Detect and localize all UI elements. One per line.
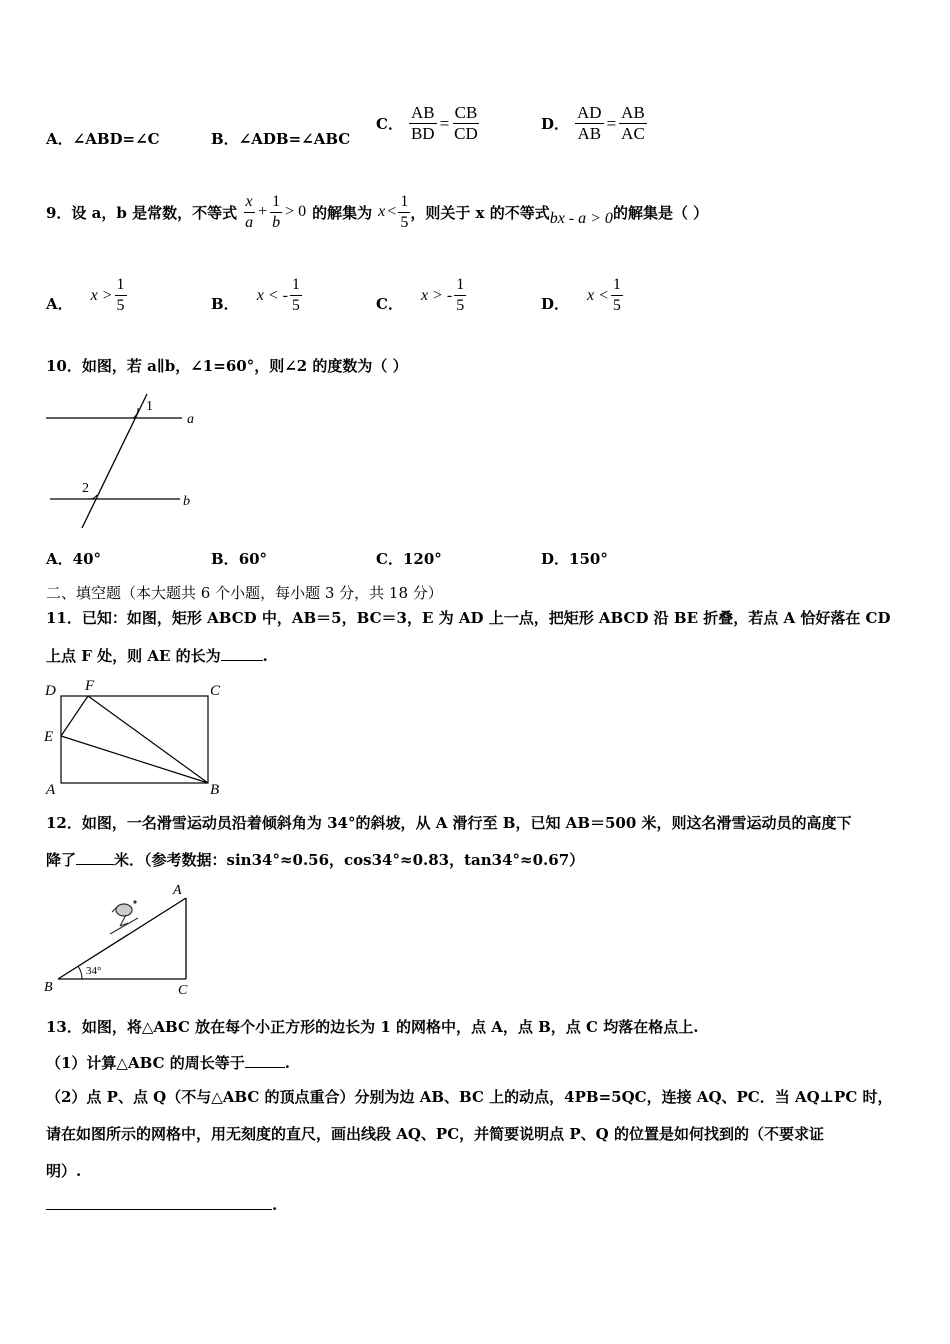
q9-option-b: B． x < - $\frac{1}{5}$ [211, 276, 300, 314]
q9-option-fraction: $\frac{1}{5}$ [456, 276, 465, 314]
q9-option-c: C． x > - $\frac{1}{5}$ [376, 276, 465, 314]
q9-inequality-1: $\frac{x}{a}$ + $\frac{1}{b}$ > 0 [245, 192, 307, 231]
q10-figure [40, 388, 200, 533]
label-B: B [210, 782, 220, 798]
q10-option-c: C．120° [376, 550, 442, 568]
q12-line-2: 降了 米．（参考数据：sin34°≈0.56，cos34°≈0.83，tan34°≈0.67） [46, 851, 585, 869]
q8-c-fraction-2: $\frac{CB}{CD}$ [454, 103, 478, 143]
q11-line-1: 11．已知：如图，矩形 ABCD 中，AB＝5，BC＝3，E 为 AD 上一点，把矩形 ABCD 沿 BE 折叠，若点 A 恰好落在 CD [46, 609, 891, 627]
q13-answer-line: . [46, 1195, 277, 1214]
skier-icon [110, 901, 138, 934]
q9-option-fraction: $\frac{1}{5}$ [291, 276, 300, 314]
q9-option-fraction: $\frac{1}{5}$ [612, 276, 621, 314]
q8-option-a: A．∠ABD=∠C [46, 130, 160, 148]
fold-line-be [61, 736, 208, 783]
q13-part-2-line-3: 明）. [46, 1162, 82, 1180]
q13-part-2-line-2: 请在如图所示的网格中，用无刻度的直尺，画出线段 AQ、PC，并简要说明点 P、Q 的位置是如何找到的（不要求证 [46, 1125, 824, 1143]
q8-c-fraction-1: $\frac{AB}{BD}$ [410, 103, 435, 143]
rectangle-abcd [61, 696, 208, 783]
angle-1-arc [133, 408, 138, 418]
angle-arc [78, 966, 82, 979]
label-A: A [46, 782, 56, 798]
q9-option-fraction: $\frac{1}{5}$ [116, 276, 125, 314]
q13-part-1: （1）计算△ABC 的周长等于 . [46, 1054, 290, 1072]
q8-option-b: B．∠ADB=∠ABC [211, 130, 351, 148]
q13-stem: 13．如图，将△ABC 放在每个小正方形的边长为 1 的网格中，点 A，点 B，点 C 均落在格点上. [46, 1018, 699, 1036]
segment-ef [61, 696, 88, 736]
q8-d-fraction-2: $\frac{AB}{AC}$ [621, 103, 645, 143]
q10-option-b: B．60° [211, 550, 268, 568]
angle-2-label: 2 [82, 481, 89, 496]
q11-line-2: 上点 F 处，则 AE 的长为 . [46, 647, 268, 665]
line-b-label: b [183, 494, 190, 509]
q12-figure [40, 878, 200, 998]
label-E: E [44, 729, 54, 745]
angle-label: 34° [86, 965, 102, 977]
q10-stem: 10．如图，若 a∥b，∠1=60°，则∠2 的度数为（ ） [46, 357, 408, 375]
q13-answer-blank-1[interactable] [245, 1053, 285, 1068]
label-C: C [210, 683, 221, 699]
q9-option-d: D． x < $\frac{1}{5}$ [541, 276, 621, 314]
q12-line-1: 12．如图，一名滑雪运动员沿着倾斜角为 34°的斜坡，从 A 滑行至 B，已知 AB＝500 米，则这名滑雪运动员的高度下 [46, 814, 852, 832]
q13-part-2-line-1: （2）点 P、点 Q（不与△ABC 的顶点重合）分别为边 AB、BC 上的动点，4PB=5QC，连接 AQ、PC．当 AQ⊥PC 时， [46, 1088, 893, 1106]
section-2-heading: 二、填空题（本大题共 6 个小题，每小题 3 分，共 18 分） [46, 584, 443, 602]
q9-solution-set: x < $\frac{1}{5}$ [378, 192, 409, 231]
label-B: B [44, 980, 53, 995]
q9-option-a: A． x > $\frac{1}{5}$ [46, 276, 125, 314]
q11-answer-blank[interactable] [221, 646, 263, 661]
line-a-label: a [187, 412, 194, 427]
angle-1-label: 1 [146, 399, 153, 414]
q9-stem: 9．设 a，b 是常数，不等式 $\frac{x}{a}$ + $\frac{1}{b}$ > 0 的解集为 x < $\frac{1}{5}$ ，则关于 x 的不等式 bx - a > 0 的解集是（ ） [46, 192, 709, 231]
segment-fb [88, 696, 208, 783]
q8-option-d: D． $\frac{AD}{AB}$ = $\frac{AB}{AC}$ [541, 103, 645, 143]
q8-option-c: C． $\frac{AB}{BD}$ = $\frac{CB}{CD}$ [376, 103, 478, 143]
label-A: A [173, 883, 182, 898]
q10-option-a: A．40° [46, 550, 102, 568]
q11-figure [40, 676, 230, 800]
q12-answer-blank[interactable] [76, 850, 114, 865]
label-C: C [178, 983, 188, 998]
q9-inequality-2: bx - a > 0 [549, 210, 613, 227]
q10-option-d: D．150° [541, 550, 608, 568]
label-D: D [45, 683, 56, 699]
label-F: F [85, 678, 95, 694]
q8-d-fraction-1: $\frac{AD}{AB}$ [577, 103, 602, 143]
q13-answer-blank-2[interactable] [46, 1195, 272, 1210]
